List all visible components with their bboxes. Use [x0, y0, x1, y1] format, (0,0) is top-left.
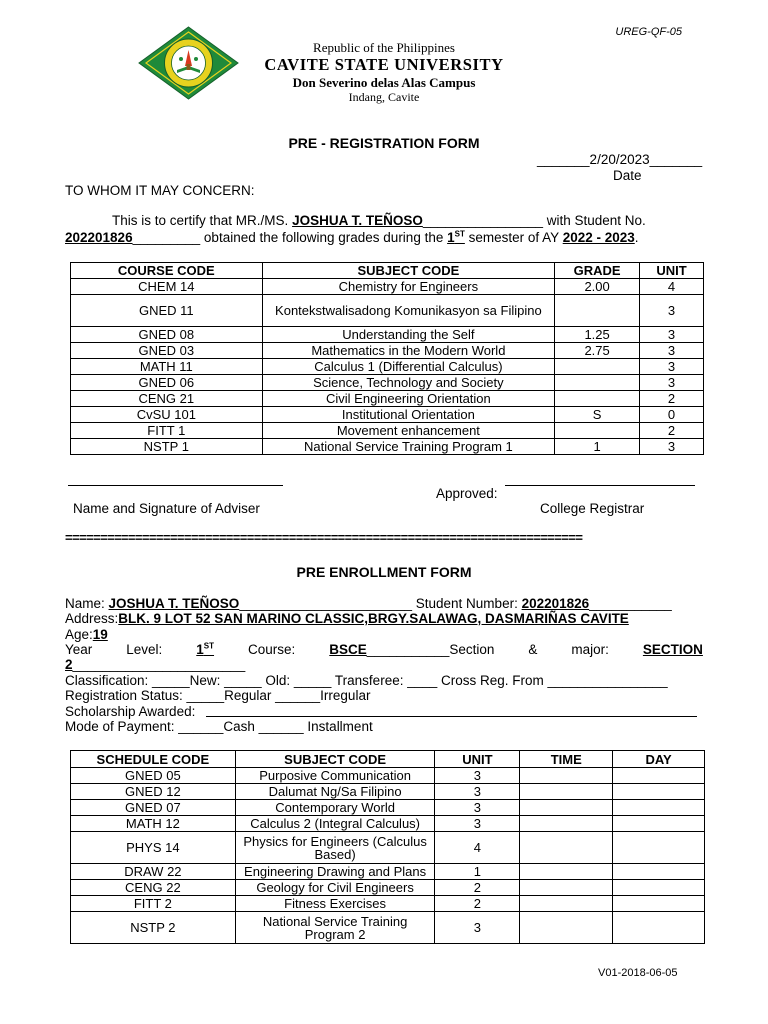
table-cell: GNED 06	[71, 375, 263, 391]
table-cell: Chemistry for Engineers	[262, 279, 555, 295]
table-row	[71, 439, 704, 455]
table-cell: GNED 12	[71, 784, 236, 800]
prereg-title: PRE - REGISTRATION FORM	[288, 135, 480, 151]
table-cell: 3	[640, 439, 704, 455]
column-header: SCHEDULE CODE	[71, 751, 236, 768]
table-cell	[520, 864, 613, 880]
table-cell: Movement enhancement	[262, 423, 555, 439]
table-cell: Purposive Communication	[235, 768, 435, 784]
schedule-header-row	[71, 751, 705, 768]
date-label: Date	[613, 168, 642, 183]
table-cell: GNED 05	[71, 768, 236, 784]
address-value: BLK. 9 LOT 52 SAN MARINO CLASSIC,BRGY.SALAWAG, DASMARIÑAS CAVITE	[118, 611, 629, 626]
enroll-student-number: 202201826	[521, 596, 590, 611]
table-cell: 1	[435, 864, 520, 880]
registrar-signature-line	[505, 485, 695, 486]
table-cell: Understanding the Self	[262, 327, 555, 343]
table-cell: 3	[435, 784, 520, 800]
table-cell: 3	[435, 912, 520, 944]
name-line: Name: JOSHUA T. TEÑOSO_______________________ Student Number: 202201826___________	[65, 596, 672, 611]
table-cell: GNED 07	[71, 800, 236, 816]
course-value: BSCE	[329, 642, 367, 657]
table-cell	[613, 864, 705, 880]
table-cell	[613, 816, 705, 832]
table-row	[71, 784, 705, 800]
table-cell	[520, 912, 613, 944]
student-number: 202201826	[65, 230, 133, 245]
table-cell: Contemporary World	[235, 800, 435, 816]
table-cell: 0	[640, 407, 704, 423]
table-row	[71, 832, 705, 864]
table-row	[71, 423, 704, 439]
table-cell: DRAW 22	[71, 864, 236, 880]
table-cell	[613, 832, 705, 864]
table-row	[71, 375, 704, 391]
table-cell: 2.00	[555, 279, 640, 295]
table-cell: CvSU 101	[71, 407, 263, 423]
table-cell	[613, 768, 705, 784]
table-cell: GNED 03	[71, 343, 263, 359]
version-code: V01-2018-06-05	[598, 967, 678, 979]
table-cell: CHEM 14	[71, 279, 263, 295]
table-row	[71, 880, 705, 896]
table-cell: CENG 21	[71, 391, 263, 407]
table-cell: 3	[640, 327, 704, 343]
table-cell: 2	[640, 423, 704, 439]
approved-label: Approved:	[436, 486, 498, 501]
table-cell: Engineering Drawing and Plans	[235, 864, 435, 880]
table-row	[71, 896, 705, 912]
table-cell: Mathematics in the Modern World	[262, 343, 555, 359]
column-header: COURSE CODE	[71, 263, 263, 279]
table-cell	[613, 880, 705, 896]
semester: 1ST	[447, 229, 465, 245]
academic-year: 2022 - 2023	[562, 230, 635, 245]
preenroll-title: PRE ENROLLMENT FORM	[296, 564, 472, 580]
table-cell	[613, 912, 705, 944]
table-cell: Calculus 2 (Integral Calculus)	[235, 816, 435, 832]
table-cell	[520, 880, 613, 896]
campus-name: Don Severino delas Alas Campus	[292, 75, 476, 90]
table-cell	[555, 295, 640, 327]
table-cell: 1	[555, 439, 640, 455]
table-row	[71, 279, 704, 295]
registrar-label: College Registrar	[540, 501, 645, 516]
table-cell: MATH 12	[71, 816, 236, 832]
table-cell: 1.25	[555, 327, 640, 343]
adviser-label: Name and Signature of Adviser	[73, 501, 260, 516]
table-row	[71, 295, 704, 327]
payment-line: Mode of Payment: ______Cash ______ Installment	[65, 719, 373, 734]
table-row	[71, 768, 705, 784]
table-cell: National Service Training Program 2	[235, 912, 435, 944]
university-name: CAVITE STATE UNIVERSITY	[264, 55, 504, 74]
table-cell: GNED 11	[71, 295, 263, 327]
table-cell: Fitness Exercises	[235, 896, 435, 912]
schedule-table	[70, 750, 705, 944]
table-cell	[555, 359, 640, 375]
university-seal-logo	[137, 26, 240, 100]
table-cell	[520, 768, 613, 784]
column-header: DAY	[613, 751, 705, 768]
column-header: GRADE	[555, 263, 640, 279]
table-cell: 3	[640, 343, 704, 359]
table-cell	[520, 784, 613, 800]
year-course-line: Year Level: 1ST Course: BSCE___________Section & major: SECTION	[65, 641, 703, 657]
section-divider: ==========================================================================	[65, 530, 583, 545]
column-header: SUBJECT CODE	[235, 751, 435, 768]
table-cell: 4	[435, 832, 520, 864]
table-cell: Institutional Orientation	[262, 407, 555, 423]
section-value: SECTION	[642, 642, 703, 657]
age-line: Age:19	[65, 627, 108, 642]
table-row	[71, 359, 704, 375]
certify-line-1: This is to certify that MR./MS. JOSHUA T. TEÑOSO________________ with Student No.	[112, 213, 646, 228]
column-header: SUBJECT CODE	[262, 263, 555, 279]
enroll-student-name: JOSHUA T. TEÑOSO	[108, 596, 240, 611]
adviser-signature-line	[68, 485, 283, 486]
student-name: JOSHUA T. TEÑOSO	[292, 213, 423, 228]
campus-town: Indang, Cavite	[348, 90, 420, 104]
scholarship-blank-line	[206, 704, 697, 717]
grades-table	[70, 262, 704, 455]
table-cell: Civil Engineering Orientation	[262, 391, 555, 407]
table-cell: GNED 08	[71, 327, 263, 343]
certify-line-2: 202201826_________ obtained the following grades during the 1ST semester of AY 2022 - 2023.	[65, 229, 639, 245]
table-cell: 2	[435, 896, 520, 912]
table-cell	[520, 896, 613, 912]
table-cell: PHYS 14	[71, 832, 236, 864]
table-cell: National Service Training Program 1	[262, 439, 555, 455]
table-cell	[613, 800, 705, 816]
table-cell: FITT 1	[71, 423, 263, 439]
grades-header-row	[71, 263, 704, 279]
table-cell: Calculus 1 (Differential Calculus)	[262, 359, 555, 375]
column-header: UNIT	[435, 751, 520, 768]
table-cell: Physics for Engineers (Calculus Based)	[235, 832, 435, 864]
column-header: TIME	[520, 751, 613, 768]
table-row	[71, 816, 705, 832]
table-cell: S	[555, 407, 640, 423]
table-row	[71, 343, 704, 359]
table-cell: NSTP 1	[71, 439, 263, 455]
table-row	[71, 391, 704, 407]
table-cell: 2	[435, 880, 520, 896]
date-value: _______2/20/2023_______	[537, 152, 703, 167]
table-cell: Science, Technology and Society	[262, 375, 555, 391]
table-cell: MATH 11	[71, 359, 263, 375]
table-cell: 3	[640, 295, 704, 327]
table-row	[71, 800, 705, 816]
table-cell	[520, 800, 613, 816]
scholarship-label: Scholarship Awarded:	[65, 704, 196, 719]
table-cell: Geology for Civil Engineers	[235, 880, 435, 896]
table-cell	[520, 832, 613, 864]
table-cell: 2	[640, 391, 704, 407]
table-cell	[613, 784, 705, 800]
table-cell	[555, 375, 640, 391]
table-row	[71, 327, 704, 343]
address-line: Address:BLK. 9 LOT 52 SAN MARINO CLASSIC,BRGY.SALAWAG, DASMARIÑAS CAVITE	[65, 611, 629, 626]
column-header: UNIT	[640, 263, 704, 279]
table-cell	[555, 423, 640, 439]
table-cell: 3	[435, 768, 520, 784]
republic-line: Republic of the Philippines	[313, 40, 455, 55]
table-cell: 3	[640, 359, 704, 375]
age-value: 19	[92, 627, 108, 642]
table-row	[71, 407, 704, 423]
table-cell	[555, 391, 640, 407]
table-cell	[520, 816, 613, 832]
registration-status-line: Registration Status: _____Regular ______Irregular	[65, 688, 371, 703]
salutation: TO WHOM IT MAY CONCERN:	[65, 183, 255, 198]
table-row	[71, 864, 705, 880]
table-cell: Kontekstwalisadong Komunikasyon sa Filipino	[262, 295, 555, 327]
table-cell: 3	[435, 800, 520, 816]
table-cell: NSTP 2	[71, 912, 236, 944]
table-cell: Dalumat Ng/Sa Filipino	[235, 784, 435, 800]
table-cell	[613, 896, 705, 912]
table-row	[71, 912, 705, 944]
form-code: UREG-QF-05	[615, 26, 682, 38]
table-cell: 2.75	[555, 343, 640, 359]
section-line-2: 2_______________________	[65, 657, 246, 672]
classification-line: Classification: _____New: _____ Old: _____ Transferee: ____ Cross Reg. From ________________	[65, 673, 668, 688]
table-cell: 4	[640, 279, 704, 295]
table-cell: FITT 2	[71, 896, 236, 912]
table-cell: CENG 22	[71, 880, 236, 896]
table-cell: 3	[435, 816, 520, 832]
table-cell: 3	[640, 375, 704, 391]
